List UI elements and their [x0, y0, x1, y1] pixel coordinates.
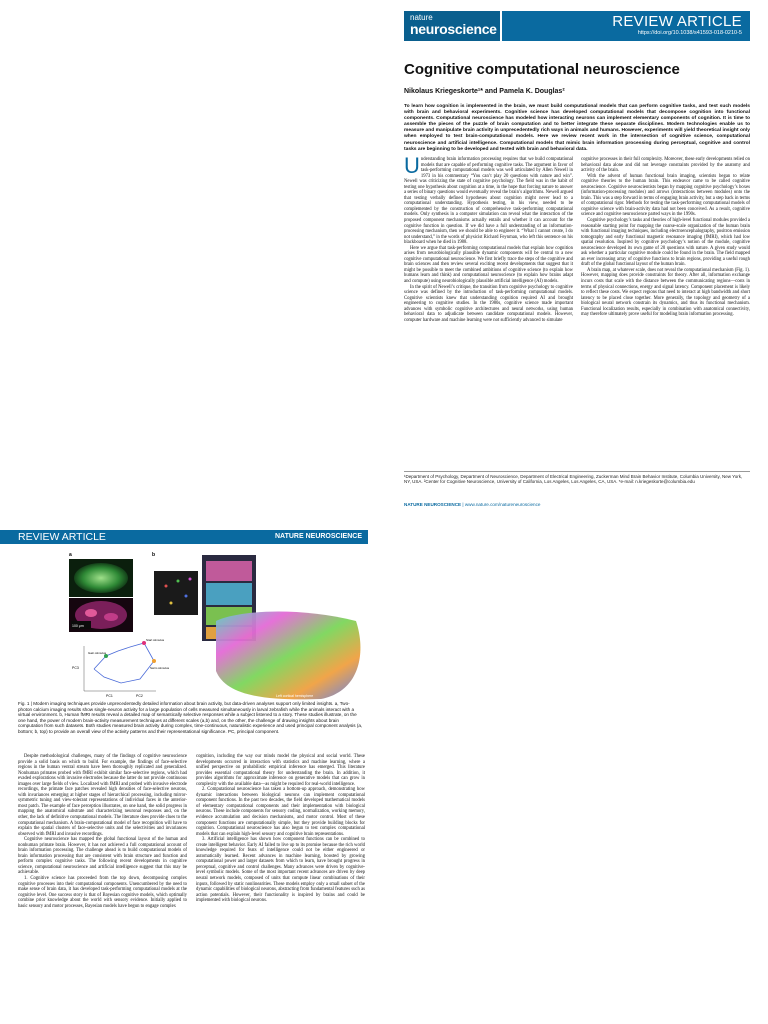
cloud-point: [165, 585, 168, 588]
footer-url[interactable]: www.nature.com/natureneuroscience: [464, 502, 541, 507]
paragraph: With the advent of human functional brain imaging, scientists began to relate cognitive theories to the human brain. This endeavor came to be called cognitive neuroscience. Cognitive neuroscientists began by mapping cognitive psychology’s boxes (information-processing modules) and arrows (interactions between modules) onto the brain. This was a step forward in terms of engaging brain activity, but a step back in terms of computational rigor. Methods for testing the task-performing computational models of cognitive science with brain-activity data had not been conceived. As a result, cognitive science and cognitive neuroscience parted ways in the 1990s.: [581, 173, 750, 218]
logo-line1: nature: [410, 13, 433, 22]
paragraph: Cognitive neuroscience has mapped the global functional layout of the human and nonhuman primate brain. However, it has not achieved a full computational account of brain information processing. The challenge ahead is to build computational models of brain information processing that are consistent with brain structure and function and perform complex cognitive tasks. The following recent developments in cognitive science, computational neuroscience and artificial intelligence suggest that this may be achievable.: [18, 837, 187, 876]
cloud-point: [189, 578, 192, 581]
drop-cap: U: [404, 153, 420, 178]
article-title: Cognitive computational neuroscience: [404, 61, 680, 78]
paragraph: 3. Artificial intelligence has shown how component functions can be combined to create intelligent behavior. Early AI failed to live up to its promise because the rich world knowledge required for feats of intelligence could not be either engineered or automatically learned. Recent advances in machine learning, boosted by growing computational power and larger datasets from which to learn, have brought progress in perceptual, cognitive and control challenges. Many advances were driven by cognitive-level symbolic models. Some of the most important recent advances are driven by deep neural network models, composed of units that compute linear combinations of their inputs, followed by static nonlinearities. These models employ only a small subset of the dynamic capabilities of biological neurons, abstracting from fundamental features such as action potentials. However, their functionality is inspired by brains and could be implemented with biological neurons.: [196, 837, 365, 904]
page-footer: NATURE NEUROSCIENCE | www.nature.com/natureneuroscience: [404, 502, 541, 507]
cloud-point: [185, 595, 188, 598]
paragraph: Cognitive psychology’s tasks and theories of high-level functional modules provided a reasonable starting point for mapping the coarse-scale organization of the human brain with functional imaging techniques, including electroencephalography, positron emission tomography and early functional magnetic resonance imaging (fMRI), which had low spatial resolution. Inspired by cognitive psychology’s notion of the module, cognitive neuroscience developed its own game of 20 questions with nature. A given study would ask whether a particular cognitive module could be found in the brain. The field mapped an ever increasing array of cognitive functions to brain regions, providing a useful rough draft of the global functional layout of the human brain.: [581, 218, 750, 268]
trajectory-point: [152, 659, 156, 663]
pc-axis-label: PC2: [136, 694, 143, 698]
point-label: Start stimulus: [146, 638, 165, 642]
cortex-label: Left cortical hemisphere: [276, 694, 314, 698]
body-column-1: [404, 153, 574, 323]
figure-caption: Fig. 1 | Modern imaging techniques provide unprecedentedly detailed information about brain activity, but data-driven analyses support only limited insights. a, Two-photon calcium imaging results show single-neuron activity for a large population of cells measured simultaneously in larval zebrafish while the animals interact with a virtual environment. b, Human fMRI results reveal a detailed map of semantically selective responses while a subject listened to a story. These studies illustrate, on the one hand, the power of modern brain-activity measurement techniques at different scales (a,b) and, on the other, the challenge of drawing insights about brain computation from such datasets. Both studies measured brain activity during complex, time-continuous, naturalistic experience and used principal component analysis (a, bottom; b, top) to provide an overall view of the activity patterns and their representational significance. PC, principal component.: [18, 701, 363, 734]
activity-hotspot: [85, 609, 97, 617]
paragraph: 2. Computational neuroscience has taken a bottom-up approach, demonstrating how dynamic interactions between biological neurons can implement computational component functions. In the past two decades, the field developed mathematical models of elementary computational components and their implementation with biological neurons. These include components for sensory coding, normalization, working memory, evidence accumulation and decision mechanisms, and motor control. Most of these component functions are computationally simple, but they provide building blocks for cognition. Computational neuroscience has also begun to test complex computational models that can explain high-level sensory and cognitive brain representations.: [196, 787, 365, 837]
pca-trajectory-plot: [72, 638, 170, 698]
paragraph: cognitive processes in their full complexity. Moreover, these early developments relied on behavioral data alone and did not leverage constraints provided by the anatomy and activity of the brain.: [581, 157, 750, 174]
paragraph: Despite methodological challenges, many of the findings of cognitive neuroscience provide a solid basis on which to build. For example, the findings of face-selective regions in the human ventral stream have been thoroughly replicated and generalized. Nonhuman primates probed with fMRI exhibit similar face-selective regions, which had evaded explorations with invasive electrodes because the latter do not provide continuous images over large fields of view. Localized with fMRI and probed with invasive electrode recordings, the primate face patches revealed high densities of face-selective neurons, with invariances emerging at higher stages of hierarchical processing, including mirror-symmetric tuning and view-tolerant representations of individual faces in the anterior-most patch. The example of face perception illustrates, on one hand, the solid progress in mapping the anatomical substrate and characterizing neuronal responses and, on the other, the lack of definitive computational models. The literature does provide clues to the computational mechanism. A brain-computational model of face recognition will have to explain the spatial clusters of face-selective units and the selectivities and invariances observed with fMRI and invasive recordings.: [18, 754, 187, 837]
body-column-3: [18, 754, 187, 909]
word-cloud-region: [206, 561, 252, 581]
paragraph: nderstanding brain information processing requires that we build computational models that are capable of performing cognitive tasks. The argument in favor of task-performing computational models was well articulated by Allen Newell in 1973 in his commentary “You can’t play 20 questions with nature and win”. Newell was criticizing the state of cognitive psychology. The field was in the habit of testing one hypothesis about cognition at a time, in the hope that forcing nature to answer a series of binary questions would eventually reveal the brain’s algorithms. Newell argued that testing verbally defined hypotheses about cognition might never lead to a computational understanding. Hypothesis testing, in his view, needed to be complemented by the construction of comprehensive task-performing computational models. Only synthesis in a computer simulation can reveal what the interaction of the proposed component mechanisms actually entails and whether it can account for the cognitive function in question. If we did have a full understanding of an information-processing mechanism, then we should be able to engineer it. “What I cannot create, I do not understand,” in the words of physicist Richard Feynman, who left this sentence on his blackboard when he died in 1988.: [404, 157, 574, 246]
cloud-point: [177, 580, 180, 583]
paragraph: 1. Cognitive science has proceeded from the top down, decomposing complex cognitive processes into their computational components. Unencumbered by the need to make sense of brain data, it has developed task-performing computational models at the cognitive level. One success story is that of Bayesian cognitive models, which optimally combine prior knowledge about the world with sensory evidence. Initially applied to basic sensory and motor processes, Bayesian models have begun to engage complex: [18, 876, 187, 909]
doi-link[interactable]: https://doi.org/10.1038/s41593-018-0210-5: [637, 30, 742, 36]
cortical-flatmap: [216, 612, 360, 700]
panel-b-label: b: [152, 552, 156, 558]
abstract: To learn how cognition is implemented in the brain, we must build computational models that can perform cognitive tasks, and test such models with brain and behavioral experiments. Cognitive science has developed computational models that decompose cognition into functional components. Computational neuroscience has modeled how interacting neurons can implement elementary components of cognition. It is time to assemble the pieces of the puzzle of brain computation and to better integrate these separate disciplines. Modern technologies enable us to measure and manipulate brain activity in unprecedentedly rich ways in animals and humans. However, experiments will yield theoretical insight only when employed to test brain-computational models. Here we review recent work in the intersection of cognitive science, computational neuroscience and artificial intelligence. Computational models that mimic brain information processing during perceptual, cognitive and control tasks are beginning to be developed and tested with brain and behavioral data.: [404, 104, 750, 152]
paragraph: cognition, including the way our minds model the physical and social world. These developments occurred in interaction with statistics and machine learning, where a unified perspective on probabilistic empirical inference has emerged. This literature provides essential computational theory for understanding the brain. In addition, it provides algorithms for approximate inference on generative models that can grow in complexity with the available data—as might be required for real-world intelligence.: [196, 754, 365, 787]
footnote-divider: [404, 471, 750, 472]
point-label: Gain stimulus: [88, 651, 107, 655]
activity-hotspot: [104, 613, 118, 621]
word-cloud-region: [206, 583, 252, 605]
body-column-4: [196, 754, 365, 904]
pc-axis-label: PC1: [106, 694, 113, 698]
figure-1: [66, 551, 366, 701]
article-type-banner: [502, 11, 750, 41]
zebrafish-brain-shape: [74, 563, 128, 593]
body-column-2: [581, 157, 750, 318]
semantic-pca-cube: [154, 571, 198, 615]
trajectory-line: [94, 643, 154, 683]
scale-bar-label: 100 μm: [72, 624, 84, 628]
point-label: Swim stimulus: [150, 666, 170, 670]
pc-axis-label: PC3: [72, 666, 79, 670]
panel-a-label: a: [69, 552, 72, 558]
article-page-2: [0, 515, 768, 1024]
logo-line2: neuroscience: [410, 21, 497, 37]
section-label: REVIEW ARTICLE: [612, 13, 742, 30]
cloud-point: [170, 602, 173, 605]
journal-logo[interactable]: [404, 11, 500, 41]
section-label: REVIEW ARTICLE: [18, 531, 106, 543]
page-header-band: [0, 530, 368, 544]
article-authors: Nikolaus Kriegeskorte¹* and Pamela K. Douglas²: [404, 88, 565, 95]
paragraph: Here we argue that task-performing computational models that explain how cognition arises from neurobiologically plausible dynamic components will be central to a new cognitive computational neuroscience. We first briefly trace the steps of the cognitive and brain sciences and then review several exciting recent developments that suggest that it might be possible to meet the combined ambitions of cognitive science (to explain how humans learn and think) and computational neuroscience (to explain how brains adapt and compute) using neurobiologically plausible artificial intelligence (AI) models.: [404, 245, 573, 285]
journal-label: NATURE NEUROSCIENCE: [275, 533, 362, 540]
author-affiliations: ¹Department of Psychology, Department of Neuroscience, Department of Electrical Engineering, Zuckerman Mind Brain Behavior Institute, Columbia University, New York, NY, USA. ²Center for Cognitive Neuroscience, University of California, Los Angeles, Los Angeles, CA, USA. *e-mail: n.kriegeskorte@columbia.edu: [404, 474, 743, 485]
footer-journal: NATURE NEUROSCIENCE: [404, 502, 462, 507]
paragraph: A brain map, at whatever scale, does not reveal the computational mechanism (Fig. 1). However, mapping does provide constraints for theory. After all, information exchange incurs costs that scale with the distance between the communicating regions—costs in terms of physical connections, energy and signal latency. Component placement is likely to reflect these costs. We expect regions that need to interact at high bandwidth and short latency to be placed close together. More generally, the topology and geometry of a biological neural network constrain its dynamics, and thus its functional mechanism. Functional localization results, especially in combination with anatomical connectivity, may therefore ultimately prove useful for modeling brain information processing.: [581, 267, 750, 318]
paragraph: In the spirit of Newell’s critique, the transition from cognitive psychology to cognitive science was defined by the introduction of task-performing computational models. Cognitive scientists knew that understanding cognition required AI and brought engineering to cognitive studies. In the 1980s, cognitive science made important advances with symbolic cognitive architectures and neural networks, using human behavioral data to adjudicate between candidate computational models. However, computer hardware and machine learning were not sufficiently advanced to simulate: [404, 284, 573, 323]
